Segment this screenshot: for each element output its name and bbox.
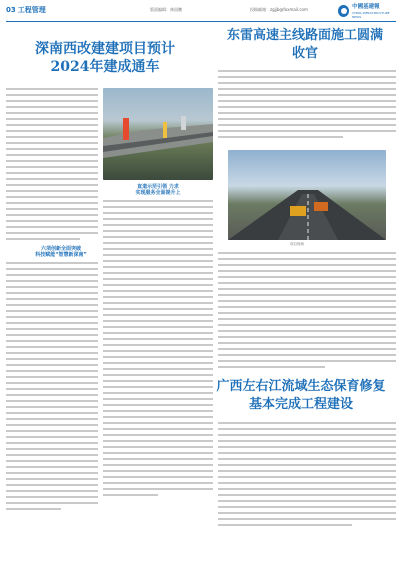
top-right-caption: 项目现场 [290, 242, 304, 246]
logo-icon [338, 5, 349, 17]
contact-email: 投稿邮箱：zgjjb@foxmail.com [250, 7, 308, 12]
editor-credit: 版面编辑：林国鹏 [150, 7, 182, 12]
left-article-body-col1b [6, 262, 98, 514]
left-subtitle-2: 直道示范引领 力求 实现服务全面提升上 [135, 184, 181, 196]
top-right-photo [228, 150, 386, 240]
left-article-title: 深南西改建建项目预计2024年建成通车 [35, 41, 175, 75]
page-header [0, 0, 402, 22]
left-article-photo [103, 88, 213, 180]
section-label: 03 工程管理 [6, 6, 46, 14]
left-article-body-col2 [103, 200, 213, 500]
top-right-body [218, 252, 396, 372]
top-right-title: 东雷高速主线路面施工圆满收官 [226, 28, 383, 61]
bottom-right-body [218, 422, 396, 530]
left-subtitle-1: 六项创新全面突破 科技赋能“智慧新深南” [35, 246, 87, 258]
newspaper-logo: 中國基建報 CHINA INFRASTRUCTURE NEWS [338, 3, 396, 19]
bottom-right-title: 广西左右江流域生态保育修复基本完成工程建设 [216, 379, 386, 412]
top-right-lead [218, 70, 396, 142]
header-divider [6, 21, 396, 22]
